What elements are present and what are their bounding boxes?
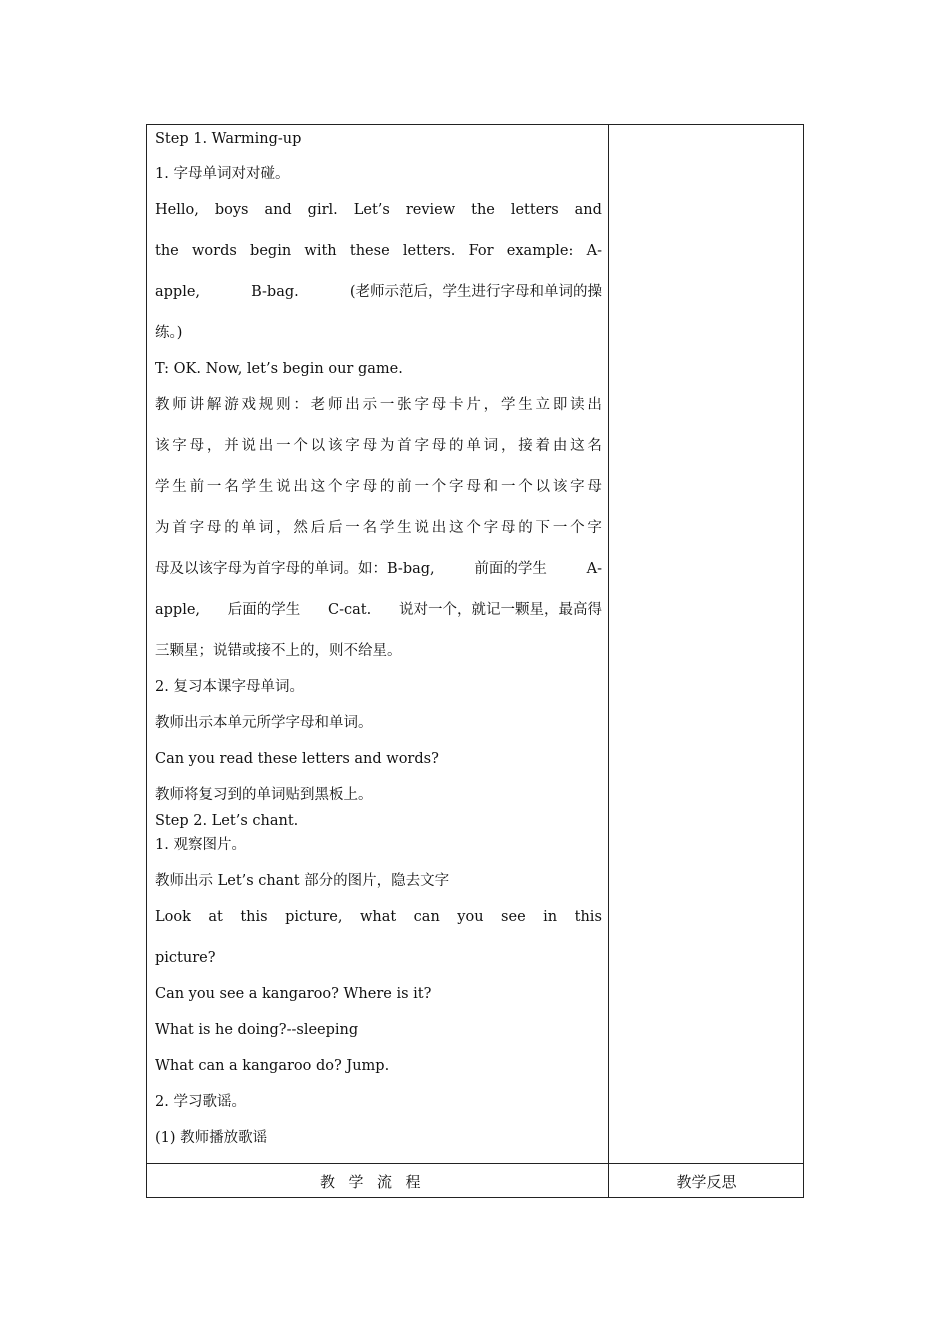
lesson-line-justified: 为 首 字 母 的 单 词 ， 然 后 后 一 名 学 生 说 出 这 个 字 母 的 下 一 个 字 [155,520,602,536]
lesson-line: T: OK. Now, let’s begin our game. [155,361,403,377]
lesson-line-justified: 学 生 前 一 名 学 生 说 出 这 个 字 母 的 前 一 个 字 母 和 一 个 以 该 字 母 [155,479,602,495]
lesson-line: 练。) [155,325,183,341]
lesson-line: 教师将复习到的单词贴到黑板上。 [155,787,373,803]
lesson-line-justified: Look at this picture, what can you see in this [155,909,602,925]
lesson-line-justified: the words begin with these letters. For example: A- [155,243,602,259]
lesson-line-justified: apple, B-bag. (老师示范后，学生进行字母和单词的操 [155,284,602,300]
lesson-line: 2. 复习本课字母单词。 [155,679,304,695]
lesson-line: What is he doing?--sleeping [155,1022,359,1038]
lesson-line-justified: 母及以该字母为首字母的单词。如：B-bag, 前面的学生 A- [155,561,602,577]
lesson-line: 教师出示 Let’s chant 部分的图片，隐去文字 [155,873,450,889]
lesson-line: Can you read these letters and words? [155,751,439,767]
lesson-line: What can a kangaroo do? Jump. [155,1058,390,1074]
lesson-line: (1) 教师播放歌谣 [155,1130,268,1146]
lesson-line: 2. 学习歌谣。 [155,1094,246,1110]
lesson-line: 三颗星；说错或接不上的，则不给星。 [155,643,402,659]
lesson-line-justified: apple, 后面的学生 C-cat. 说对一个，就记一颗星，最高得 [155,602,602,618]
lesson-line: Step 2. Let’s chant. [155,813,299,829]
lesson-line-justified: 教 师 讲 解 游 戏 规 则 ： 老 师 出 示 一 张 字 母 卡 片 ， 学 生 立 即 读 出 [155,397,602,413]
footer-teaching-process: 教学流程 [319,1172,434,1191]
footer-teaching-reflection: 教学反思 [676,1172,737,1191]
lesson-line: Can you see a kangaroo? Where is it? [155,986,432,1002]
lesson-line: 1. 字母单词对对碰。 [155,166,290,182]
lesson-line: picture? [155,950,216,966]
lesson-line: 1. 观察图片。 [155,837,246,853]
lesson-line: Step 1. Warming-up [155,131,302,147]
column-divider [608,124,609,1198]
lesson-line-justified: Hello, boys and girl. Let’s review the letters and [155,202,602,218]
lesson-line-justified: 该 字 母 ， 并 说 出 一 个 以 该 字 母 为 首 字 母 的 单 词 ， 接 着 由 这 名 [155,438,602,454]
lesson-line: 教师出示本单元所学字母和单词。 [155,715,373,731]
